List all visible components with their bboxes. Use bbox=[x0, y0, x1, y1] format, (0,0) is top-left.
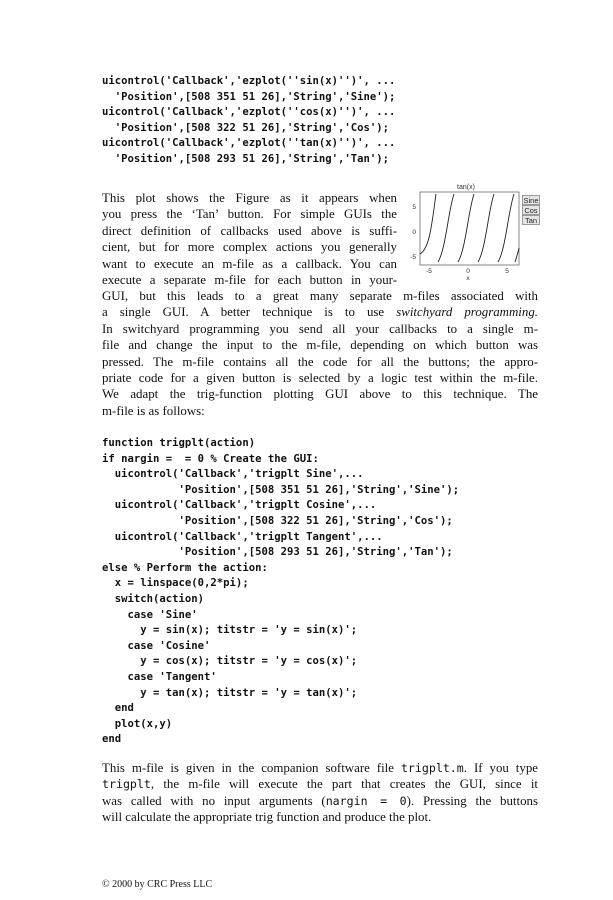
sine-button[interactable]: Sine bbox=[523, 196, 539, 205]
code-line: y = tan(x); titstr = 'y = tan(x)'; bbox=[102, 686, 358, 699]
code-line: if nargin = = 0 % Create the GUI: bbox=[102, 452, 319, 465]
copyright-footer: © 2000 by CRC Press LLC bbox=[102, 879, 213, 890]
text-line bbox=[102, 793, 538, 809]
cos-button[interactable]: Cos bbox=[522, 205, 540, 215]
code-line: end bbox=[102, 702, 134, 715]
text-line bbox=[102, 760, 538, 776]
y-tick-label: -5 bbox=[410, 254, 416, 261]
code-line: case 'Sine' bbox=[102, 608, 198, 621]
code-line: uicontrol('Callback','trigplt Cosine',... bbox=[102, 499, 377, 512]
code-line: 'Position',[508 351 51 26],'String','Sine'); bbox=[102, 483, 460, 496]
text-line: file and change the input to the m-file, depending on which button was bbox=[102, 338, 538, 353]
code-line: uicontrol('Callback','ezplot(''sin(x)'')', ... bbox=[102, 75, 396, 87]
text-line: direct definition of callbacks used above is suffi- bbox=[102, 223, 397, 238]
text-line: GUI, but this leads to a great many separate m-files associated with bbox=[102, 289, 538, 303]
y-tick-label: 5 bbox=[412, 204, 416, 211]
code-line: case 'Tangent' bbox=[102, 670, 217, 683]
code-inline: trigplt.m bbox=[400, 761, 464, 775]
text-line bbox=[102, 304, 538, 320]
code-line: uicontrol('Callback','trigplt Sine',... bbox=[102, 468, 364, 481]
code-line: 'Position',[508 322 51 26],'String','Cos'); bbox=[102, 121, 390, 134]
text-line: This plot shows the Figure as it appears when bbox=[102, 191, 397, 205]
text-line: you press the ‘Tan’ button. For simple GUIs the bbox=[102, 207, 397, 222]
code-line: 'Position',[508 322 51 26],'String','Cos'); bbox=[102, 514, 453, 527]
text-line: execute a separate m-file for each button in your- bbox=[102, 273, 397, 288]
text-line: We adapt the trig-function plotting GUI above to this technique. The bbox=[102, 387, 538, 402]
code-line: function trigplt(action) bbox=[102, 437, 256, 449]
code-line: y = sin(x); titstr = 'y = sin(x)'; bbox=[102, 624, 358, 637]
code-line: y = cos(x); titstr = 'y = cos(x)'; bbox=[102, 655, 358, 668]
text-line: will calculate the appropriate trig function and produce the plot. bbox=[102, 810, 432, 825]
x-axis-label: x bbox=[466, 275, 470, 282]
code-line: uicontrol('Callback','trigplt Tangent',... bbox=[102, 530, 383, 543]
text-fragment: . If you type bbox=[463, 761, 538, 775]
tan-button[interactable]: Tan bbox=[522, 215, 540, 225]
text-line: m-file is as follows: bbox=[102, 403, 205, 418]
text-line bbox=[102, 776, 538, 792]
code-line: uicontrol('Callback','ezplot(''tan(x)'')', ... bbox=[102, 137, 396, 150]
text-fragment: This m-file is given in the companion software file bbox=[102, 761, 401, 775]
code-line: else % Perform the action: bbox=[102, 561, 268, 574]
code-inline: trigplt bbox=[102, 777, 151, 792]
text-fragment: ). Pressing the buttons bbox=[406, 793, 538, 808]
code-line: 'Position',[508 351 51 26],'String','Sine'); bbox=[102, 90, 396, 103]
text-line: pressed. The m-file contains all the code for all the buttons; the appro- bbox=[102, 354, 538, 369]
code-line: end bbox=[102, 733, 122, 746]
y-tick-label: 0 bbox=[412, 229, 416, 236]
text-line: want to execute an m-file as a callback. You can bbox=[102, 256, 397, 271]
x-tick-label: -5 bbox=[426, 268, 432, 275]
code-line: uicontrol('Callback','ezplot(''cos(x)'')', ... bbox=[102, 106, 396, 119]
emphasis-text: switchyard programming. bbox=[396, 305, 538, 320]
x-tick-label: 5 bbox=[505, 268, 509, 275]
paragraph-2 bbox=[102, 760, 538, 826]
text-line: priate code for a given button is selected by a logic test within the m-file. bbox=[102, 371, 538, 386]
paragraph-1-narrow bbox=[102, 190, 397, 288]
code-line: 'Position',[508 293 51 26],'String','Tan'); bbox=[102, 152, 390, 165]
y-tick-labels bbox=[410, 204, 416, 261]
x-tick-label: 0 bbox=[466, 268, 470, 275]
code-line: switch(action) bbox=[102, 592, 205, 605]
text-line: cient, but for more complex actions you generally bbox=[102, 240, 397, 255]
code-block-trigplt bbox=[102, 436, 459, 748]
code-line: case 'Cosine' bbox=[102, 639, 211, 652]
text-line: In switchyard programming you send all your callbacks to a single m- bbox=[102, 321, 538, 336]
code-block-top bbox=[102, 74, 395, 168]
text-fragment: , the m-file will execute the part that creates the GUI, since it bbox=[150, 777, 538, 792]
figure-title: tan(x) bbox=[457, 184, 475, 191]
paragraph-1-wide bbox=[102, 288, 538, 419]
code-line: plot(x,y) bbox=[102, 717, 173, 730]
code-line: 'Position',[508 293 51 26],'String','Tan'); bbox=[102, 546, 453, 559]
code-inline: nargin = 0 bbox=[325, 793, 407, 808]
text-fragment: was called with no input arguments ( bbox=[102, 793, 326, 808]
code-line: x = linspace(0,2*pi); bbox=[102, 577, 249, 590]
text-fragment: a single GUI. A better technique is to use bbox=[102, 305, 385, 320]
x-tick-labels bbox=[426, 268, 509, 275]
